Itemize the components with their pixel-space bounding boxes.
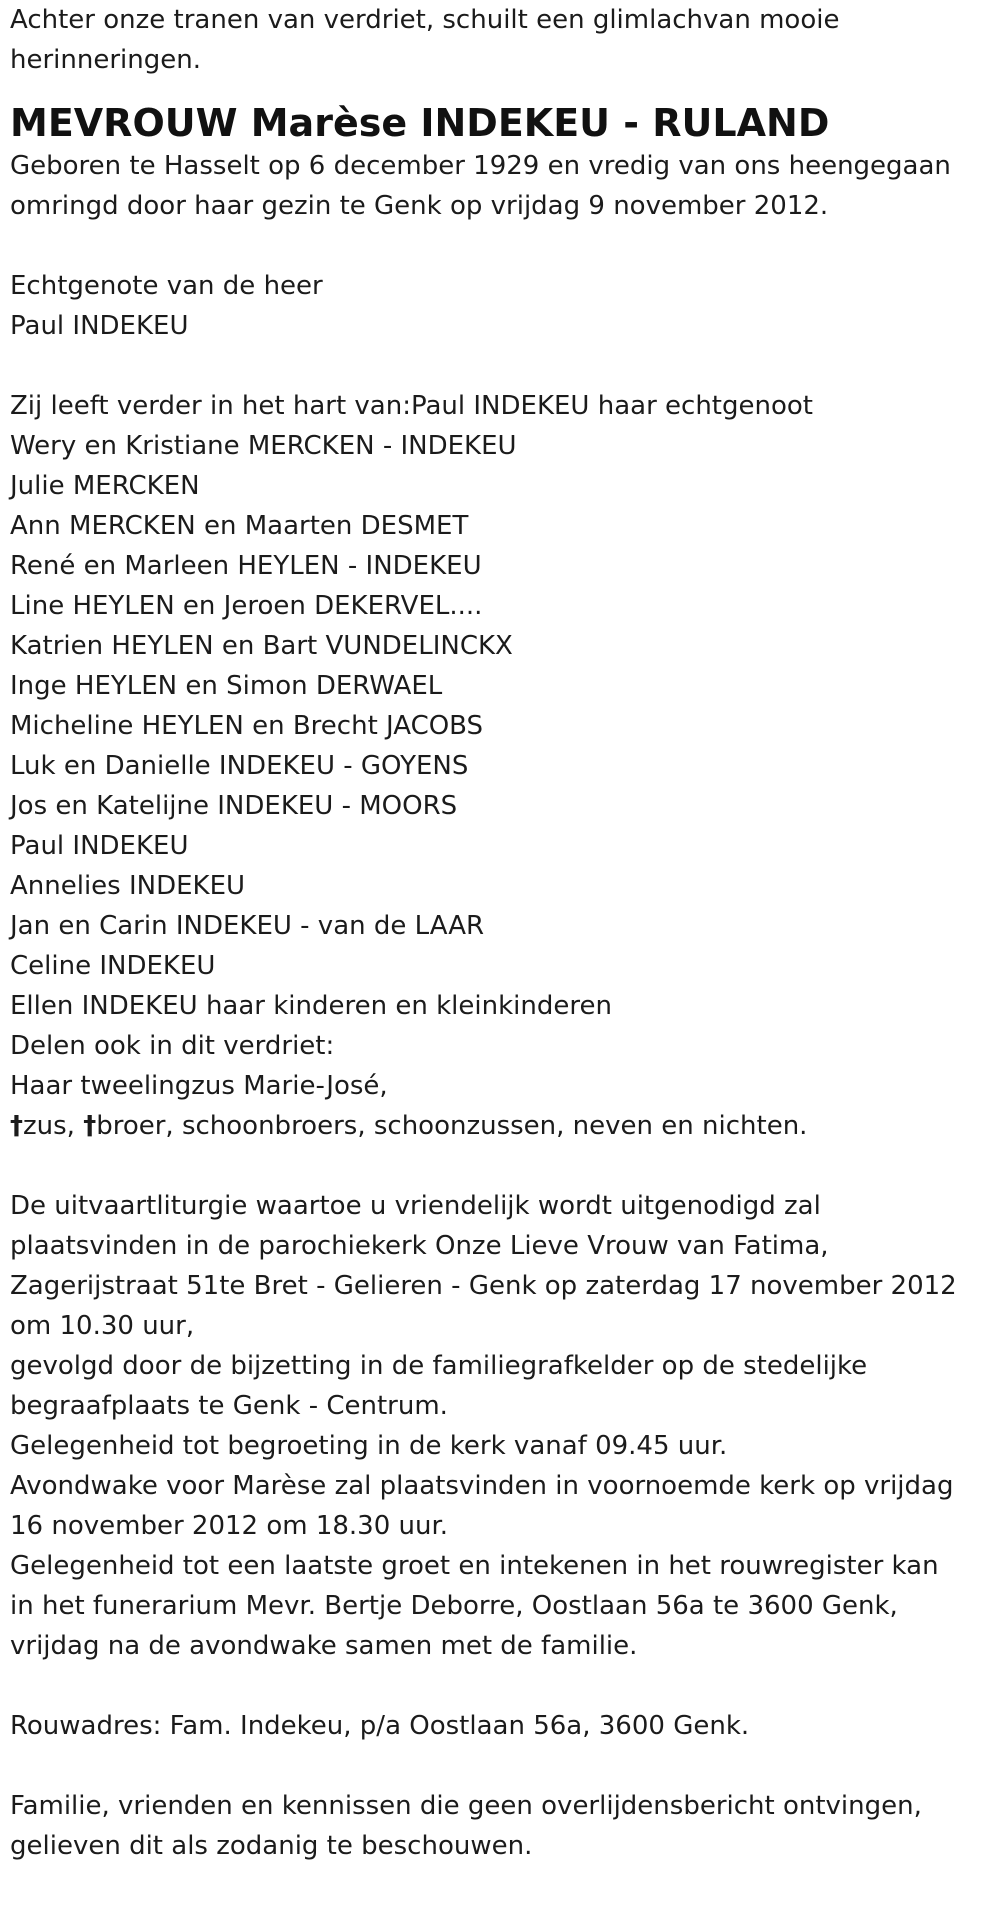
family-line: Katrien HEYLEN en Bart VUNDELINCKX (10, 631, 513, 661)
obituary-document (10, 0, 995, 1866)
ceremony-line: om 10.30 uur, (10, 1311, 195, 1341)
family-line: Micheline HEYLEN en Brecht JACOBS (10, 711, 484, 741)
family-line: Delen ook in dit verdriet: (10, 1031, 335, 1061)
family-line: Haar tweelingzus Marie-José, (10, 1071, 388, 1101)
ceremony-line: plaatsvinden in de parochiekerk Onze Lieve Vrouw van Fatima, (10, 1231, 829, 1261)
family-line: Jos en Katelijne INDEKEU - MOORS (10, 791, 458, 821)
deceased-name-title: MEVROUW Marèse INDEKEU - RULAND (10, 101, 830, 145)
ceremony-line: Avondwake voor Marèse zal plaatsvinden in voornoemde kerk op vrijdag (10, 1471, 954, 1501)
family-line-relatives (10, 1106, 995, 1146)
relatives-text-part: broer, schoonbroers, schoonzussen, neven en nichten. (96, 1111, 808, 1141)
family-line: Zij leeft verder in het hart van:Paul INDEKEU haar echtgenoot (10, 391, 813, 421)
ceremony-line: Gelegenheid tot begroeting in de kerk vanaf 09.45 uur. (10, 1431, 728, 1461)
family-line: René en Marleen HEYLEN - INDEKEU (10, 551, 482, 581)
ceremony-section (10, 1186, 995, 1666)
ceremony-line: gevolgd door de bijzetting in de familiegrafkelder op de stedelijke (10, 1351, 868, 1381)
cross-icon: † (10, 1111, 23, 1141)
family-line: Jan en Carin INDEKEU - van de LAAR (10, 911, 485, 941)
ceremony-line: in het funerarium Mevr. Bertje Deborre, Oostlaan 56a te 3600 Genk, (10, 1591, 898, 1621)
ceremony-line: Gelegenheid tot een laatste groet en intekenen in het rouwregister kan (10, 1551, 939, 1581)
ceremony-line: vrijdag na de avondwake samen met de familie. (10, 1631, 638, 1661)
family-line: Luk en Danielle INDEKEU - GOYENS (10, 751, 469, 781)
intro-line: herinneringen. (10, 45, 201, 75)
family-line: Julie MERCKEN (10, 471, 200, 501)
birth-line: omringd door haar gezin te Genk op vrijdag 9 november 2012. (10, 191, 829, 221)
spouse-line: Echtgenote van de heer (10, 271, 323, 301)
intro-line: Achter onze tranen van verdriet, schuilt een glimlachvan mooie (10, 5, 840, 35)
closing-line: Familie, vrienden en kennissen die geen overlijdensbericht ontvingen, (10, 1791, 922, 1821)
family-line: Annelies INDEKEU (10, 871, 246, 901)
family-line: Paul INDEKEU (10, 831, 189, 861)
family-line: Wery en Kristiane MERCKEN - INDEKEU (10, 431, 517, 461)
mourning-address: Rouwadres: Fam. Indekeu, p/a Oostlaan 56a, 3600 Genk. (10, 1711, 750, 1741)
family-line: Line HEYLEN en Jeroen DEKERVEL.... (10, 591, 483, 621)
ceremony-line: De uitvaartliturgie waartoe u vriendelijk wordt uitgenodigd zal (10, 1191, 821, 1221)
family-line: Ellen INDEKEU haar kinderen en kleinkinderen (10, 991, 612, 1021)
family-line: Ann MERCKEN en Maarten DESMET (10, 511, 469, 541)
ceremony-line: 16 november 2012 om 18.30 uur. (10, 1511, 449, 1541)
birth-line: Geboren te Hasselt op 6 december 1929 en vredig van ons heengegaan (10, 151, 951, 181)
family-line: Celine INDEKEU (10, 951, 216, 981)
ceremony-line: begraafplaats te Genk - Centrum. (10, 1391, 448, 1421)
family-list (10, 386, 995, 1146)
ceremony-line: Zagerijstraat 51te Bret - Gelieren - Genk op zaterdag 17 november 2012 (10, 1271, 957, 1301)
cross-icon: † (83, 1111, 97, 1141)
relatives-text-part: zus, (23, 1111, 84, 1141)
spouse-line: Paul INDEKEU (10, 311, 189, 341)
closing-line: gelieven dit als zodanig te beschouwen. (10, 1831, 533, 1861)
family-line: Inge HEYLEN en Simon DERWAEL (10, 671, 443, 701)
